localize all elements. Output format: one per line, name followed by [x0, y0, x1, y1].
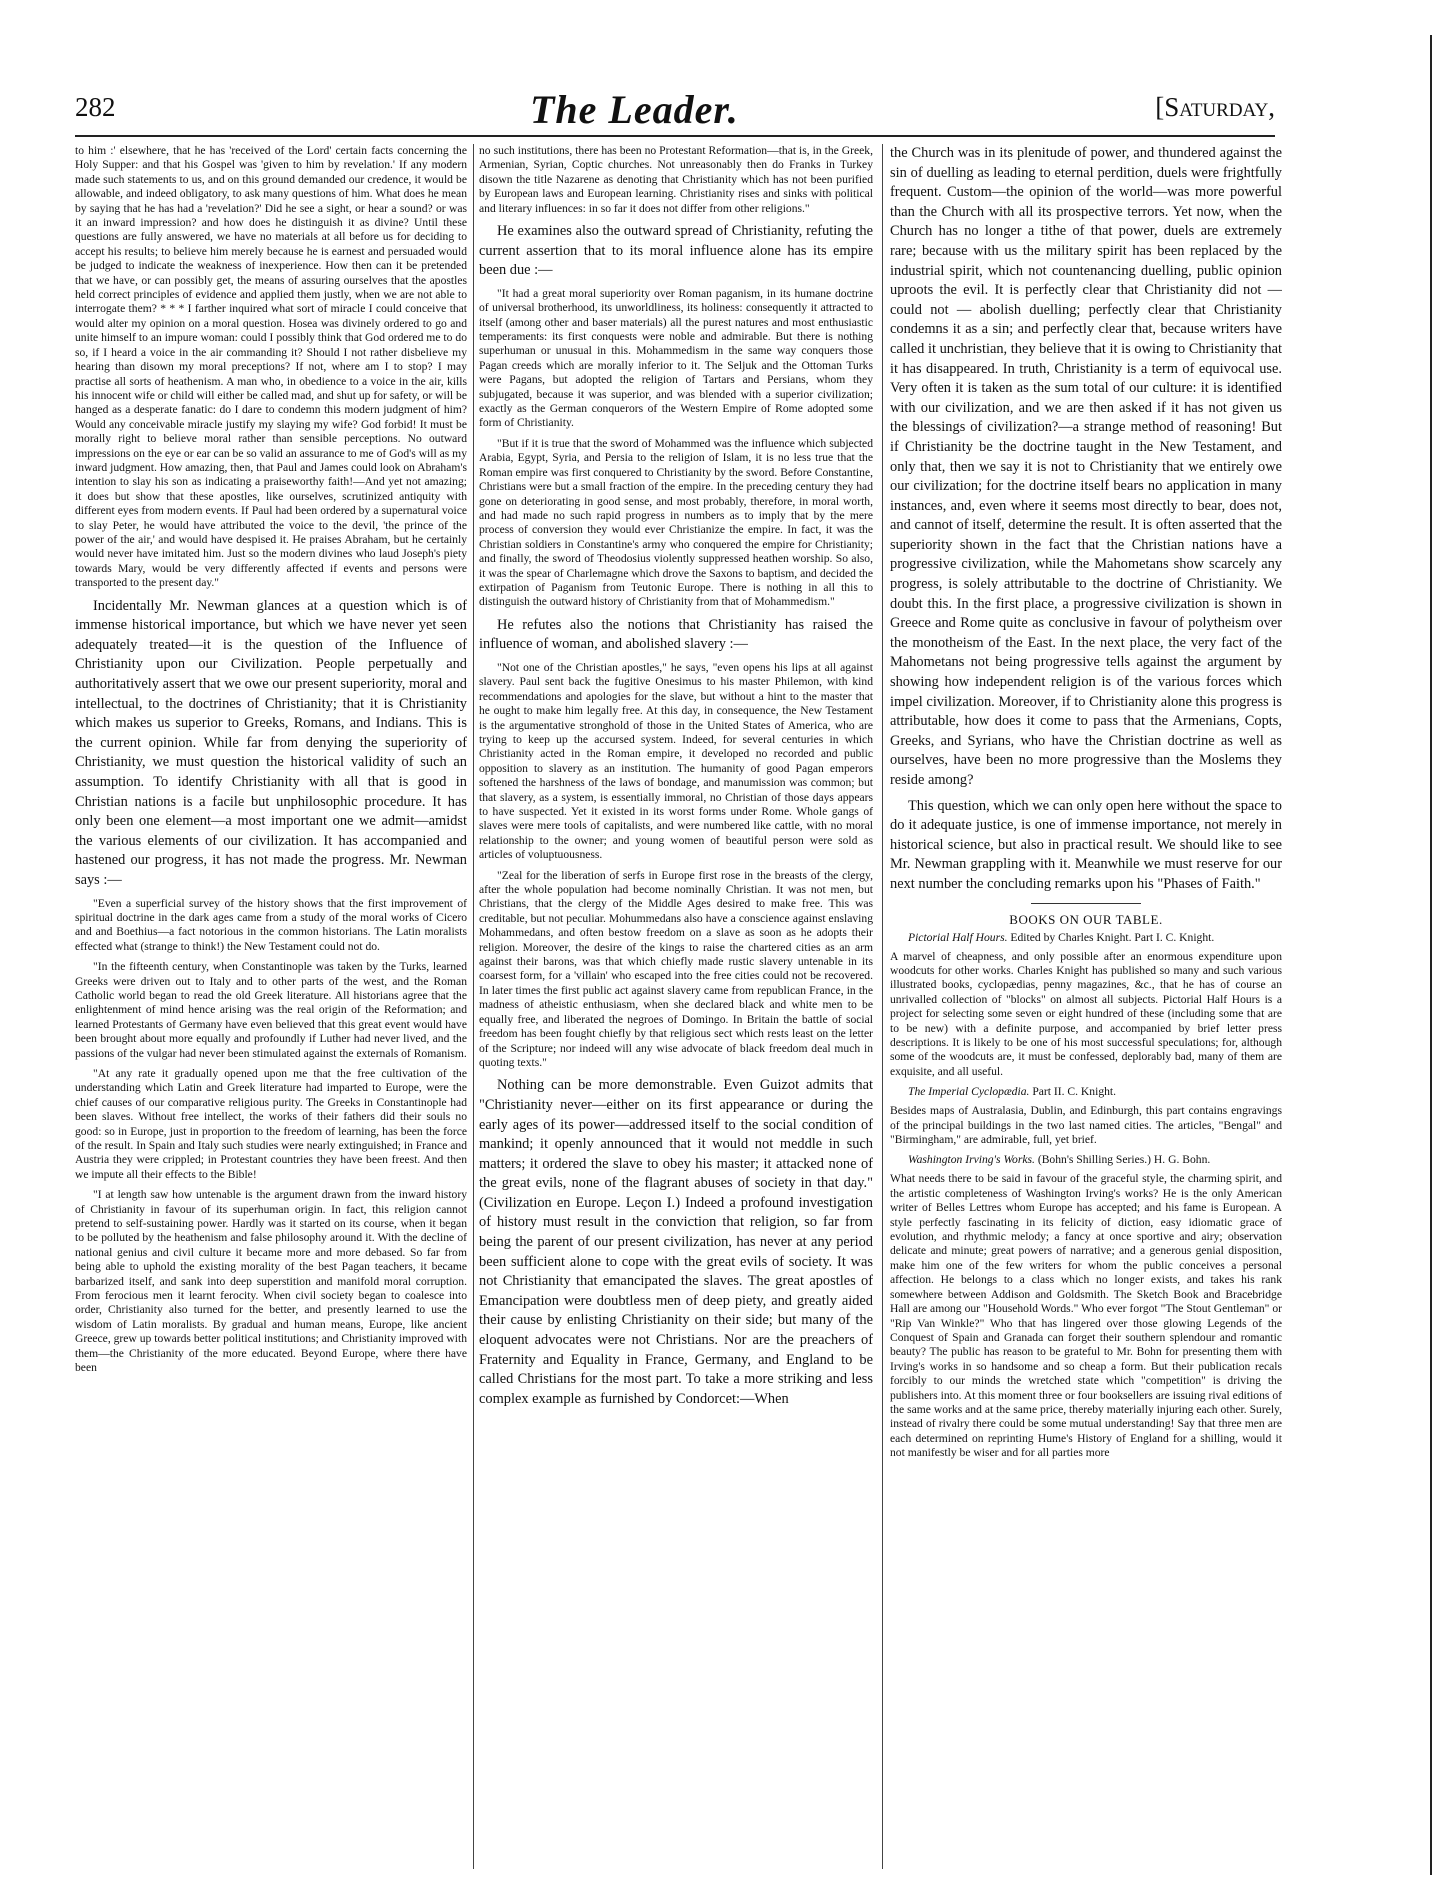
quote-paragraph: "It had a great moral superiority over Roman paganism, in its humane doctrine of universal brotherhood, its unworldliness, its holiness: consequently it attracted to itself (among other and baser materials) all the purest natures and most enthusiastic temperaments: its first conquests were noble and admirable. But there is nothing superhuman or unusual in this. Mohammedism in the same way conquers those Pagan creeds which are morally inferior to it. The Seljuk and the Ottoman Turks were Pagans, but adopted the religion of Tartars and Persians, whom they subjugated, because it was superior, and was blended with a superior civilization; exactly as the German conquerors of the Western Empire of Rome adopted some form of Christianity. [479, 286, 873, 430]
section-rule [1031, 903, 1141, 904]
book-title: The Imperial Cyclopædia. [908, 1085, 1030, 1099]
body-paragraph: Nothing can be more demonstrable. Even Guizot admits that "Christianity never—either on its first appearance or during the early ages of its power—addressed itself to the social condition of mankind; it openly announced that it would not meddle in such matters; it ordered the slave to obey his master; it attacked none of the great evils, none of the flagrant abuses of society in that day." (Civilization en Europe. Leçon I.) Indeed a profound investigation of history must result in the conviction that religion, so far from being the parent of our present civilization, has never at any period been sufficient alone to cope with the great evils of society. It was not Christianity that emancipated the slaves. The great apostles of Emancipation were doubtless men of deep piety, and greatly aided their cause by enlisting Christianity on their side; but many of the eloquent advocates were not Christians. Nor are the preachers of Fraternity and Equality in France, Germany, and England to be called Christians for the most part. To take a more striking and less complex example as furnished by Condorcet:—When [479, 1077, 873, 1407]
header-rule [75, 135, 1275, 137]
quote-paragraph: "In the fifteenth century, when Constantinople was taken by the Turks, learned Greeks were driven out to Italy and to other parts of the west, and the Roman Catholic world began to read the old Greek literature. All historians agree that the enlightenment of mind hence arising was the real origin of the Reformation; and learned Protestants of Germany have even believed that this great event would have been brought about more equally and profoundly if Luther had never lived, and the passions of the vulgar had never been stimulated against the externals of Romanism. [75, 960, 467, 1060]
quote-paragraph: "Not one of the Christian apostles," he says, "even opens his lips at all against slavery. Paul sent back the fugitive Onesimus to his master Philemon, with kind recommendations and apologies for the slave, but without a hint to the master that he ought to make him legally free. At this day, in consequence, the New Testament is the argumentative stronghold of those in the United States of America, who are trying to keep up the accursed system. Indeed, for several centuries in which Christianity acted in the Roman empire, it developed no recorded and public opposition to slavery as an institution. The humanity of good Pagan emperors softened the harshness of the laws of bondage, and manumission was common; but that slavery, as a system, is essentially immoral, no Christian of those days appears to have suspected. Yet it existed in its worst forms under Rome. Whole gangs of slaves were mere tools of capitalists, and were numbered like cattle, with no moral relationship to the owner; and young women of beautiful person were sold as articles of voluptuousness. [479, 660, 873, 862]
right-margin-rule [1430, 35, 1432, 1875]
body-paragraph: He examines also the outward spread of Christianity, refuting the current assertion that to its moral influence alone has its empire been due :— [479, 223, 873, 279]
column-divider [473, 144, 474, 1869]
body-paragraph: Incidentally Mr. Newman glances at a question which is of immense historical importance, but which we have never yet seen adequately treated—it is the question of the Influence of Christianity upon our Civilization. People perpetually and authoritatively assert that we owe our present superiority, moral and intellectual, to the doctrines of Christianity; that it is Christianity which makes us superior to Greeks, Romans, and Indians. This is the current opinion. While far from denying the superiority of Christianity, we must question the historical validity of such an assumption. To identify Christianity with all that is good in Christian nations is a facile but unphilosophic procedure. It has only been one element—a most important one we admit—amidst the various elements of our civilization. It has accompanied and hastened our progress, it has not made the progress. Mr. Newman says :— [75, 597, 467, 888]
body-paragraph: the Church was in its plenitude of power, and thundered against the sin of duelling as leading to eternal perdition, duels were frightfully frequent. Custom—the opinion of the world—was more powerful than the Church with all its prospective terrors. Yet now, when the Church has no longer a tithe of that power, duels are extremely rare; because with us the military spirit has been replaced by the industrial spirit, which not countenancing duelling, public opinion uproots the evil. It is perfectly clear that Christianity did not — could not — abolish duelling; perfectly clear that Christianity condemns it as a sin; and perfectly clear that, because writers have called it unchristian, they believe that it is owing to Christianity that it has disappeared. In truth, Christianity is a term of equivocal use. Very often it is taken as the sum total of our culture: it is identified with our civilization, and we are then asked if it has not given us the blessings of civilization?—a strange method of reasoning! But if Christianity be the doctrine taught in the New Testament, and only that, then we say it is not to Christianity that we entirely owe our civilization; for the doctrine itself bears no application in many instances, and, even where it seems most directly to bear, does not, and cannot of itself, determine the result. It is often asserted that the superiority shown in the fact that the Christian nations have a progressive civilization, while the Mahometans show scarcely any progress, is solely attributable to the doctrine of Christianity. We doubt this. In the first place, a progressive civilization is shown in Greece and Rome quite as conclusive in favour of polytheism over the monotheism of the East. In the next place, the very fact of the Mahometans not being progressive tells against the argument by showing how independent religion is of the various forces which impel civilization. Moreover, if to Christianity alone this progress is attributable, how does it come to pass that the Armenians, Copts, Greeks, and Syrians, who have the Christian doctrine as well as ourselves, have been no more progressive than the Moslems they reside among? [890, 145, 1282, 788]
column-1 [75, 144, 467, 1869]
books-section-heading: BOOKS ON OUR TABLE. [1009, 911, 1163, 927]
book-review: Besides maps of Australasia, Dublin, and Edinburgh, this part contains engravings of the principal buildings in the two last named cities. The articles, "Bengal" and "Birmingham," are admirable, full, yet brief. [890, 1104, 1282, 1147]
book-byline: (Bohn's Shilling Series.) H. G. Bohn. [1037, 1153, 1211, 1167]
page-number: 282 [75, 92, 116, 122]
body-paragraph: He refutes also the notions that Christianity has raised the influence of woman, and abolished slavery :— [479, 616, 873, 653]
book-byline: Part II. C. Knight. [1032, 1085, 1117, 1099]
book-entry-title [890, 1085, 1282, 1099]
quote-paragraph: to him :' elsewhere, that he has 'received of the Lord' certain facts concerning the Holy Supper: and that his Gospel was 'given to him by revelation.' If any modern made such statements to us, and on this ground demanded our credence, it would be allowable, and indeed obligatory, to ask many questions of him. What does he mean by saying that he has had a 'revelation?' Did he see a sight, or hear a sound? or was it an inward impression? and how does he distinguish it as divine? Until these questions are fully answered, we have no materials at all before us for deciding to accept his results; to believe him merely because he is earnest and persuaded would be judged to indicate the weakness of inexperience. How then can it be pretended that we have, or can possibly get, the means of assuring ourselves that the apostles held correct principles of evidence and applied them justly, when we are not able to interrogate them? * * * I farther inquired what sort of miracle I could conceive that would alter my opinion on a moral question. Hosea was divinely ordered to go and unite himself to an impure woman: could I possibly think that God ordered me to do so, if I heard a voice in the air commanding it? Should I not rather disbelieve my hearing than disown my moral preceptions? If not, where am I to stop? I may practise all sorts of heathenism. A man who, in obedience to a voice in the air, kills his innocent wife or child will either be called mad, and shut up for safety, or will be hanged as a desperate fanatic: do I dare to condemn this modern judgment of him? Would any conceivable miracle justify my slaying my wife? God forbid! It must be morally right to believe moral rather than sensible perceptions. No outward impressions on the eye or ear can be so valid an assurance to me of God's will as my inward judgment. How amazing, then, that Paul and James could look on Abraham's intention to slay his son as indicating a praiseworthy faith!—And yet not amazing; it does but show that these apostles, like ourselves, scrutinized antiquity with different eyes from modern events. If Paul had been ordered by a supernatural voice to slay Peter, he would have attributed the voice to the devil, 'the prince of the power of the air,' and would have despised it. He praises Abraham, but he certainly would never have imitated him. Just so the modern divines who laud Joseph's piety towards Mary, would be very differently affected if events and persons were transported to the present day." [75, 144, 467, 590]
book-review: What needs there to be said in favour of the graceful style, the charming spirit, and the artistic completeness of Washington Irving's works? He is the only American writer of Belles Lettres whom Europe has accepted; and his fame is European. A style perfectly fascinating in its felicity of diction, easy idiomatic grace of evolution, and rhythmic melody; a fancy at once sportive and airy; observation delicate and minute; great powers of narrative; and a generous genial disposition, make him one of the few writers for whom the public conceives a personal affection. He belongs to a class which no longer exists, and takes his rank somewhere between Addison and Goldsmith. The Sketch Book and Bracebridge Hall are among our "Household Words." Who ever forgot "The Stout Gentleman" or "Rip Van Winkle?" Who that has lingered over those glowing Legends of the Conquest of Spain and Granada can forget their southern splendour and romantic beauty? The public has reason to be grateful to Mr. Bohn for presenting them with Irving's works in so handsome and so cheap a form. But their publication recals forcibly to our minds the wretched state which "competition" is driving the publishers into. At this moment three or four booksellers are issuing rival editions of the same works and at the same price, thereby materially injuring each other. Surely, instead of rivalry there could be some mutual understanding! Say that three men are each determined on reprinting Hume's History of England for a shilling, would it not manifestly be wiser and for all parties more [890, 1172, 1282, 1460]
quote-paragraph: "At any rate it gradually opened upon me that the free cultivation of the understanding which Latin and Greek literature had imparted to Europe, were the chief causes of our comparative religious purity. The Greeks in Constantinople had been slaves. Without free intellect, the works of their fathers did their souls no good: so in Europe, just in proportion to the freedom of learning, has been the force of the result. In Spain and Italy such studies were nearly extinguished; in France and Austria they were crippled; in Protestant countries they have been freest. And then we impute all their effects to the Bible! [75, 1066, 467, 1181]
column-2 [479, 144, 873, 1869]
quote-paragraph: "Zeal for the liberation of serfs in Europe first rose in the breasts of the clergy, after the whole population had become nominally Christian. It was not men, but Christians, that the clergy of the Middle Ages desired to make free. This was creditable, but not peculiar. Mohummedans also have a conscience against enslaving Mohammedans, and often bestow freedom on a slave as soon as he adopts their religion. Moreover, the desire of the kings to raise the chartered cities as an arm against their barons, was that which chiefly made rustic slavery untenable in its coarsest form, for a 'villain' who escaped into the free cities could not be recovered. In later times the first public act against slavery came from republican France, in the madness of atheistic enthusiasm, when she declared black and white men to be equally free, and liberated the negroes of Domingo. In Britain the battle of social freedom has been fought chiefly by that religious sect which rests least on the letter of the Scripture; nor indeed will any wise advocate of black freedom deal much in quoting texts." [479, 868, 873, 1069]
quote-paragraph: no such institutions, there has been no Protestant Reformation—that is, in the Greek, Armenian, Syrian, Coptic churches. Not unreasonably then do Franks in Turkey disown the title Nazarene as denoting that Christianity which has not been purified by European laws and European learning. Christianity rises and sinks with political and literary influences: in so far it does not differ from other religions." [479, 144, 873, 215]
book-entry-title [890, 931, 1282, 945]
newspaper-title: The Leader. [530, 87, 739, 132]
book-entry-title [890, 1153, 1282, 1167]
book-byline: Edited by Charles Knight. Part I. C. Knight. [1010, 930, 1215, 944]
quote-paragraph: "But if it is true that the sword of Mohammed was the influence which subjected Arabia, Egypt, Syria, and Persia to the religion of Islam, it is no less true that the Roman empire was first conquered to Christianity by the sword. Before Constantine, Christians were but a small fraction of the empire. In the preceding century they had gone on deteriorating in good sense, and most probably, therefore, in moral worth, and had made no such rapid progress in numbers as to imply that by the mere process of conversion they would ever Christianize the empire. In fact, it was the Christian soldiers in Constantine's army who conquered the empire for Christianity; and finally, the sword of Theodosius violently suppressed heathen worship. So also, it was the spear of Charlemagne which drove the Saxons to baptism, and decided the extirpation of Paganism from Teutonic Europe. There is nothing in all this to distinguish the outward history of Christianity from that of Mohammedism." [479, 436, 873, 609]
issue-day: [Saturday, [1155, 92, 1275, 122]
masthead [75, 88, 1275, 138]
book-review: A marvel of cheapness, and only possible after an enormous expenditure upon woodcuts for other works. Charles Knight has published so many and such various illustrated books, cyclopædias, penny magazines, &c., that he has of course an unrivalled collection of "blocks" on almost all subjects. Pictorial Half Hours is a project for selecting some seven or eight hundred of these (including some that are to be new) with a definite purpose, and accompanied by brief letter press descriptions. It is likely to be one of his most successful speculations; for, although some of the woodcuts are, it must be confessed, deplorably bad, many of them are exquisite, and all useful. [890, 949, 1282, 1078]
column-divider [882, 144, 883, 1869]
column-3 [890, 144, 1282, 1869]
body-paragraph: This question, which we can only open here without the space to do it adequate justice, is one of immense importance, not merely in historical science, but also in practical result. We should like to see Mr. Newman grappling with it. Meanwhile we must reserve for our next number the concluding remarks upon his "Phases of Faith." [890, 797, 1282, 892]
book-title: Washington Irving's Works. [908, 1153, 1035, 1167]
book-title: Pictorial Half Hours. [908, 930, 1008, 944]
quote-paragraph: "Even a superficial survey of the history shows that the first improvement of spiritual doctrine in the dark ages came from a study of the moral works of Cicero and and Boethius—a fact notorious in the common historians. The Latin moralists effected what (strange to think!) the New Testament could not do. [75, 896, 467, 953]
quote-paragraph: "I at length saw how untenable is the argument drawn from the inward history of Christianity in favour of its superhuman origin. In fact, this religion cannot pretend to self-sustaining power. Hardly was it started on its course, when it began to be polluted by the heathenism and false philosophy around it. With the decline of national genius and civil culture it became more and more debased. So far from being able to uphold the existing morality of the best Pagan teachers, it became barbarized itself, and sank into deep superstition and manifold moral corruption. From ferocious men it learnt ferocity. When civil society began to coalesce into order, Christianity also turned for the better, and presently learned to use the wisdom of Latin moralists. By gradual and human means, Europe, like ancient Greece, grew up towards better political institutions; and Christianity improved with them—the Christianity of the more educated. Beyond Europe, where there have been [75, 1188, 467, 1375]
